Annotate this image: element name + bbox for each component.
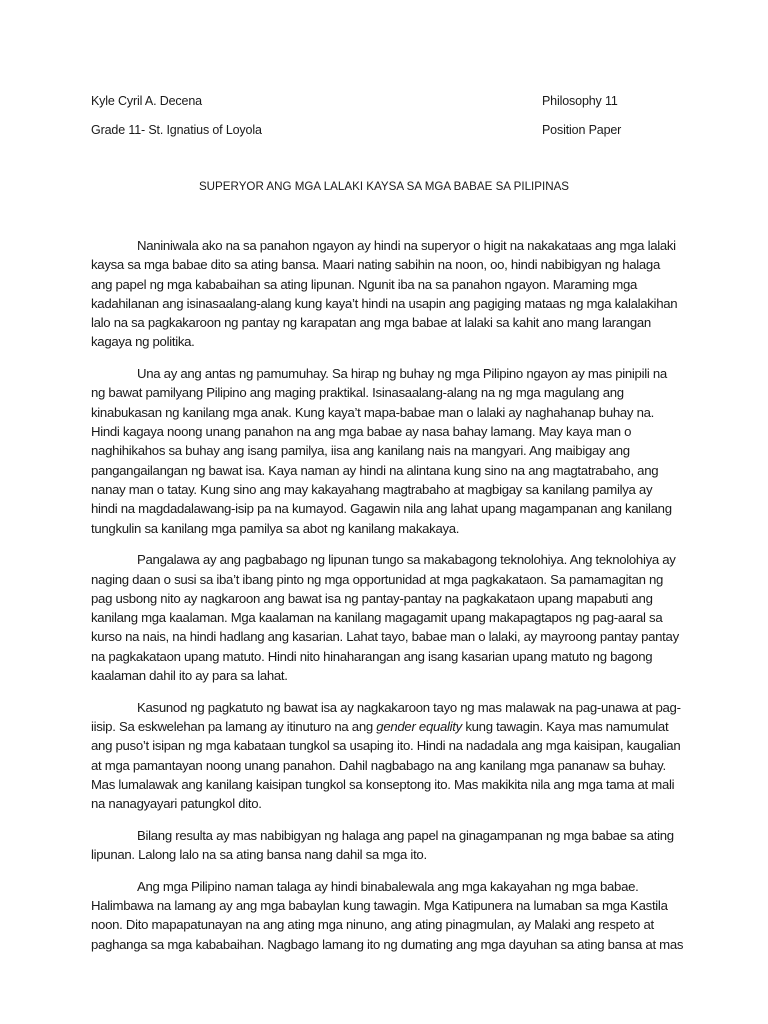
text-line: nanay man o tatay. Kung sino ang may kakayahang magtrabaho at magbigay sa kanilang pamilya ay	[91, 481, 653, 497]
text-line: ng bawat pamilyang Pilipino ang maging praktikal. Isinasaalang-alang na ng mga magulang ang	[91, 385, 624, 401]
text-line: Una ay ang antas ng pamumuhay. Sa hirap ng buhay ng mga Pilipino ngayon ay mas pinipili na	[137, 366, 667, 382]
text-line: Naniniwala ako na sa panahon ngayon ay hindi na superyor o higit na nakakataas ang mga lalaki	[137, 238, 676, 253]
document-type-label: Position Paper	[542, 123, 622, 137]
text-line: Kasunod ng pagkatuto ng bawat isa ay nagkakaroon tayo ng mas malawak na pag-unawa at pag-	[137, 699, 681, 715]
text-line: Hindi kagaya noong unang panahon na ang mga babae ay nasa bahay lamang. May kaya man o	[91, 424, 632, 440]
text-line: ang papel ng mga kababaihan sa ating lipunan. Ngunit iba na sa panahon ngayon. Maraming mga	[91, 276, 638, 292]
text-line: kinabukasan ng kanilang mga anak. Kung kaya’t mapa-babae man o lalaki ay naghahanap buhay na.	[91, 404, 655, 420]
paragraph-6	[91, 877, 684, 954]
text-line: naghihikahos sa buhay ang isang pamilya, iisa ang kanilang nais na mangyari. Ang maibigay ang	[91, 443, 630, 459]
text-line: lipunan. Lalong lalo na sa ating bansa nang dahil sa mga ito.	[91, 847, 427, 863]
text-line: na pagkakataon upang matuto. Hindi nito hinaharangan ang isang kasarian upang matuto ng bagong	[91, 648, 653, 664]
text-line-with-italic	[91, 717, 678, 736]
text-line: kadahilanan ang isinasaalang-alang kung kaya’t hindi na usapin ang pagiging mataas ng mga kalalakihan	[91, 295, 678, 311]
subject-label: Philosophy 11	[542, 94, 618, 108]
text-line: Ang mga Pilipino naman talaga ay hindi binabalewala ang mga kakayahan ng mga babae.	[137, 878, 639, 894]
text-line: paghanga sa mga kababaihan. Nagbago lamang ito ng dumating ang mga dayuhan sa ating bansa at mas	[91, 936, 684, 952]
paragraph-4	[91, 698, 681, 814]
text-line: kagaya ng politika.	[91, 334, 195, 350]
text-line: Halimbawa na lamang ay ang mga babaylan kung tawagin. Mga Katipunera na lumaban sa mga Kastila	[91, 898, 668, 914]
text-line: ang puso’t isipan ng mga kabataan tungkol sa usaping ito. Hindi na nadadala ang mga kaisipan, kaugalian	[91, 738, 681, 754]
text-line: kaysa sa mga babae dito sa ating bansa. Maari nating sabihin na noon, oo, hindi nabibigyan ng halaga	[91, 257, 660, 273]
text-segment: iisip. Sa eskwelehan pa lamang ay itinuturo na ang	[91, 719, 377, 734]
text-line: Mas lumalawak ang kanilang kaisipan tungkol sa konseptong ito. Mas makikita nila ang mga tama at mali	[91, 776, 675, 792]
essay-body	[91, 236, 684, 966]
paragraph-1	[91, 236, 678, 352]
text-line: lalo na sa pagkakaroon ng pantay ng karapatan ang mga babae at lalaki sa kahit ano mang larangan	[91, 315, 651, 331]
author-name: Kyle Cyril A. Decena	[91, 94, 202, 108]
italic-term: gender equality	[376, 719, 462, 734]
text-line: kurso na nais, na hindi hadlang ang kasarian. Lahat tayo, babae man o lalaki, ay mayroong pantay pantay	[91, 629, 679, 645]
text-segment: kung tawagin. Kaya mas namumulat	[461, 719, 669, 734]
text-line: Pangalawa ay ang pagbabago ng lipunan tungo sa makabagong teknolohiya. Ang teknolohiya ay	[137, 552, 676, 568]
text-line: at mga pamantayan noong unang panahon. Dahil nagbabago na ang kanilang mga pananaw sa buhay.	[91, 757, 666, 773]
text-line: noon. Dito mapapatunayan na ang ating mga ninuno, ang ating pinagmulan, ay Malaki ang respeto at	[91, 917, 654, 933]
text-line: hindi na magdadalawang-isip pa na kumayod. Gagawin nila ang lahat upang magampanan ang kanilang	[91, 501, 672, 517]
paragraph-5	[91, 826, 678, 865]
text-line: naging daan o susi sa iba’t ibang pinto ng mga opportunidad at mga pagkakataon. Sa pamamagitan ng	[91, 571, 664, 587]
text-line: kaalaman dahil ito ay para sa lahat.	[91, 668, 288, 684]
text-line: kanilang mga kaalaman. Mga kaalaman na kanilang magagamit upang makapagtapos ng pag-aaral sa	[91, 610, 663, 626]
text-line: tungkulin sa kanilang mga pamilya sa abot ng kanilang makakaya.	[91, 520, 460, 536]
text-line: pag usbong nito ay nagkaroon ang bawat isa ng pantay-pantay na pagkakataon upang mapabuti ang	[91, 590, 653, 606]
text-line: na nanagyayari patungkol dito.	[91, 796, 262, 812]
text-line: pangangailangan ng bawat isa. Kaya naman ay hindi na alintana kung sino na ang magtatrabaho, ang	[91, 462, 659, 478]
paragraph-2	[91, 364, 678, 538]
text-line: Bilang resulta ay mas nabibigyan ng halaga ang papel na ginagampanan ng mga babae sa ating	[137, 827, 674, 843]
paper-title: SUPERYOR ANG MGA LALAKI KAYSA SA MGA BABAE SA PILIPINAS	[198, 180, 570, 193]
grade-section: Grade 11- St. Ignatius of Loyola	[91, 123, 262, 137]
paragraph-3	[91, 550, 678, 685]
